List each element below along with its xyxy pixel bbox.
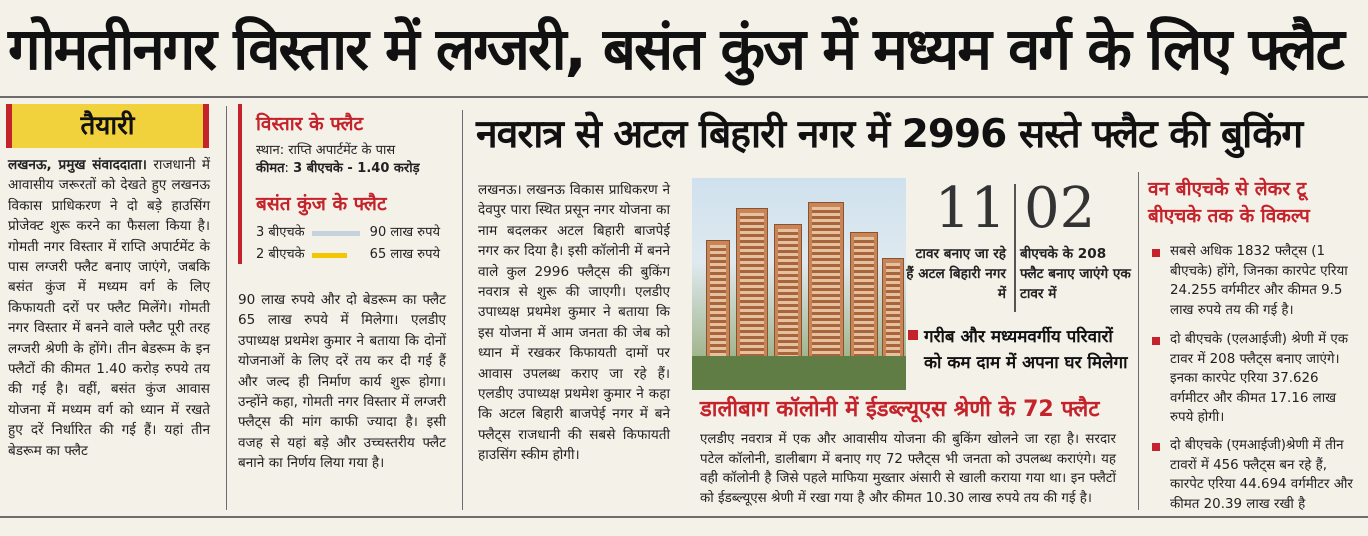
highlight-bullet	[908, 330, 918, 340]
article-column-3: लखनऊ। लखनऊ विकास प्राधिकरण ने देवपुर पारा स्थित प्रसून नगर योजना का नाम बदलकर अटल बिहारी बाजपेई नगर कर दिया है। इसी कॉलोनी में बनने वाले कुल 2996 फ्लैट्स की बुकिंग नवरात्र से शुरू की जाएगी। एलडीए उपाध्यक्ष प्रथमेश कुमार ने बताया कि इस योजना में आम जनता की जेब को ध्यान में रखकर किफायती दामों पर आवास उपलब्ध कराए जा रहे हैं। एलडीए उपाध्यक्ष प्रथमेश कुमार ने कहा कि अटल बिहारी बाजपेई नगर में बने फ्लैट्स राजधानी की सबसे किफायती हाउसिंग स्कीम होगी।	[478, 182, 670, 464]
headline-divider	[0, 96, 1368, 98]
location-line: स्थान: राप्ति अपार्टमेंट के पास	[256, 143, 396, 158]
sub-headline: नवरात्र से अटल बिहारी नगर में 2996 सस्ते फ्लैट की बुकिंग	[476, 112, 1303, 157]
dalibag-heading: डालीबाग कॉलोनी में ईडब्ल्यूएस श्रेणी के 72 फ्लैट	[700, 397, 1100, 422]
bhk-price: 90 लाख रुपये	[369, 225, 440, 240]
vistar-heading: विस्तार के फ्लैट	[256, 113, 364, 135]
section-tag: तैयारी	[6, 104, 209, 148]
bottom-divider	[0, 516, 1368, 518]
column-divider	[226, 106, 227, 510]
price-bar-row	[256, 246, 440, 264]
bhk-type: 3 बीएचके	[256, 225, 305, 240]
location-value: राप्ति अपार्टमेंट के पास	[288, 143, 396, 158]
bhk-type: 2 बीएचके	[256, 247, 305, 262]
bullet-icon	[1152, 443, 1160, 451]
dalibag-text: एलडीए नवरात्र में एक और आवासीय योजना की बुकिंग खोलने जा रहा है। सरदार पटेल कॉलोनी, डालीबाग में बनाए गए 72 फ्लैट्स भी जनता को उपलब्ध कराएंगे। यह वही कॉलोनी है जिसे पहले माफिया मुख्तार अंसारी से खाली कराया गया था। इन फ्लैटों को ईडब्ल्यूएस श्रेणी में रखा गया है और कीमत 10.30 लाख रुपये तय की गई है।	[700, 432, 1116, 506]
option-bullet-3: दो बीएचके (एमआईजी)श्रेणी में तीन टावरों में 456 फ्लैट्स बन रहे हैं, कारपेट एरिया 44.694 वर्गमीटर और कीमत 20.39 लाख रखी है	[1170, 438, 1353, 512]
price-bar	[312, 231, 360, 236]
bhk-price: 65 लाख रुपये	[369, 247, 440, 262]
stat-caption-1: टावर बनाए जा रहे हैं अटल बिहारी नगर में	[906, 246, 1006, 302]
article-column-1	[8, 155, 210, 461]
stat-number-2: 02	[1024, 176, 1096, 241]
options-heading: वन बीएचके से लेकर टू बीएचके तक के विकल्प	[1148, 178, 1310, 227]
stat-caption-2: बीएचके के 208 फ्लैट बनाए जाएंगे एक टावर में	[1020, 246, 1131, 302]
byline: लखनऊ, प्रमुख संवाददाता।	[8, 157, 147, 173]
option-bullet-1: सबसे अधिक 1832 फ्लैट्स (1 बीएचके) होंगे, जिनका कारपेट एरिया 24.255 वर्गमीटर और कीमत 9.5 लाख रुपये तय की गई है।	[1170, 244, 1348, 318]
basant-heading: बसंत कुंज के फ्लैट	[256, 193, 387, 215]
option-bullet-2: दो बीएचके (एलआईजी) श्रेणी में एक टावर में 208 फ्लैट्स बनाए जाएंगे। इनका कारपेट एरिया 37.626 वर्गमीटर और कीमत 17.16 लाख रुपये होगी।	[1170, 332, 1349, 426]
column-divider-3	[1138, 172, 1139, 510]
bullet-icon	[1152, 249, 1160, 257]
main-headline: गोमतीनगर विस्तार में लग्जरी, बसंत कुंज में मध्यम वर्ग के लिए फ्लैट	[8, 15, 1343, 83]
stat-number-1: 11	[934, 176, 1006, 241]
highlight-text: गरीब और मध्यमवर्गीय परिवारों को कम दाम में अपना घर मिलेगा	[924, 327, 1128, 373]
article-column-2: 90 लाख रुपये और दो बेडरूम का फ्लैट 65 लाख रुपये में मिलेगा। एलडीए उपाध्यक्ष प्रथमेश कुमार ने बताया कि दोनों योजनाओं के लिए दरें तय कर दी गई हैं और जल्द ही निर्माण कार्य शुरू होगा। उन्होंने कहा, गोमती नगर विस्तार में लग्जरी फ्लैट्स की मांग काफी ज्यादा है। इसी वजह से यहां बड़े और उच्चस्तरीय फ्लैट बनाने का निर्णय लिया गया है।	[238, 292, 446, 472]
housing-photo	[692, 178, 906, 390]
price-line: कीमत: 3 बीएचके - 1.40 करोड़	[256, 161, 420, 176]
bullet-icon	[1152, 337, 1160, 345]
box-accent-bar	[238, 104, 242, 264]
price-value: 3 बीएचके - 1.40 करोड़	[293, 161, 420, 176]
price-bar	[312, 253, 347, 258]
price-label: कीमत	[256, 161, 285, 176]
article-text-1: राजधानी में आवासीय जरूरतों को देखते हुए लखनऊ विकास प्राधिकरण ने दो बड़े हाउसिंग प्रोजेक्ट शुरू करने का फैसला किया है। गोमती नगर विस्तार में राप्ति अपार्टमेंट के पास लग्जरी फ्लैट बनाए जाएंगे, जबकि बसंत कुंज में मध्यम वर्ग के लिए किफायती दरों पर फ्लैट मिलेंगे। गोमती नगर विस्तार में बनने वाले फ्लैट पूरी तरह लग्जरी श्रेणी के होंगे। तीन बेडरूम के इन फ्लैटों की कीमत 1.40 करोड़ रुपये तय की गई है। वहीं, बसंत कुंज आवास योजना में मध्यम वर्ग को ध्यान में रखते हुए दरें निर्धारित की गई हैं। यहां तीन बेडरूम का फ्लैट	[8, 157, 210, 459]
location-label: स्थान	[256, 143, 280, 158]
stat-divider	[1014, 184, 1016, 312]
price-bar-row	[256, 224, 440, 242]
column-divider-2	[462, 110, 463, 510]
